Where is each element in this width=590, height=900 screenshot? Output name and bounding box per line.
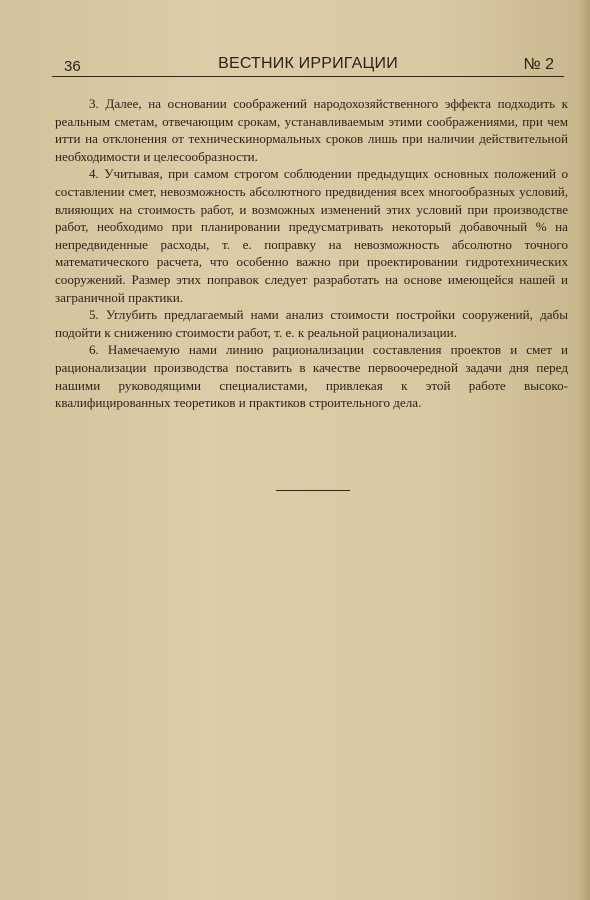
paragraph-5: 5. Углубить предлагаемый нами анализ стоимости постройки сооружений, дабы подойти к снижению стоимости работ, т. е. к реальной рационализации. [55,307,568,340]
section-divider [276,490,350,491]
issue-number: № 2 [523,56,554,73]
paragraph-6: 6. Намечаемую нами линию рационализации составления проектов и смет и рационализации производства поставить в качестве первоочередной задачи дня перед нашими руководящими специалистами, привлекая к этой работе высоко-квалифицированных теоретиков и практиков строительного дела. [55,342,568,411]
paragraph-4: 4. Учитывая, при самом строгом соблюдении предыдущих основных положений о составлении смет, невозможность абсолютного предвидения всех многообразных условий, влияющих на стоимость работ, и возможных изменений этих условий при производстве работ, необходимо при планировании предусматривать некоторый добавочный % на непредвиденные расходы, т. е. поправку на невозможность абсолютно точного математического расчета, что особенно важно при проектировании гидротехнических сооружений. Размер этих поправок следует разработать на основе имеющейся нашей и заграничной практики. [55,166,568,305]
journal-title: ВЕСТНИК ИРРИГАЦИИ [218,55,398,72]
paragraph-3: 3. Далее, на основании соображений народохозяйственного эффекта подходить к реальным сметам, отвечающим срокам, устанавливаемым этими соображениями, при чем итти на отклонения от техническинормальных сроков лишь при наличии действительной необходимости и целесообразности. [55,96,568,164]
page-edge-shadow [578,0,590,900]
page-header [52,54,564,77]
article-body [55,95,568,412]
page-number: 36 [64,58,81,75]
